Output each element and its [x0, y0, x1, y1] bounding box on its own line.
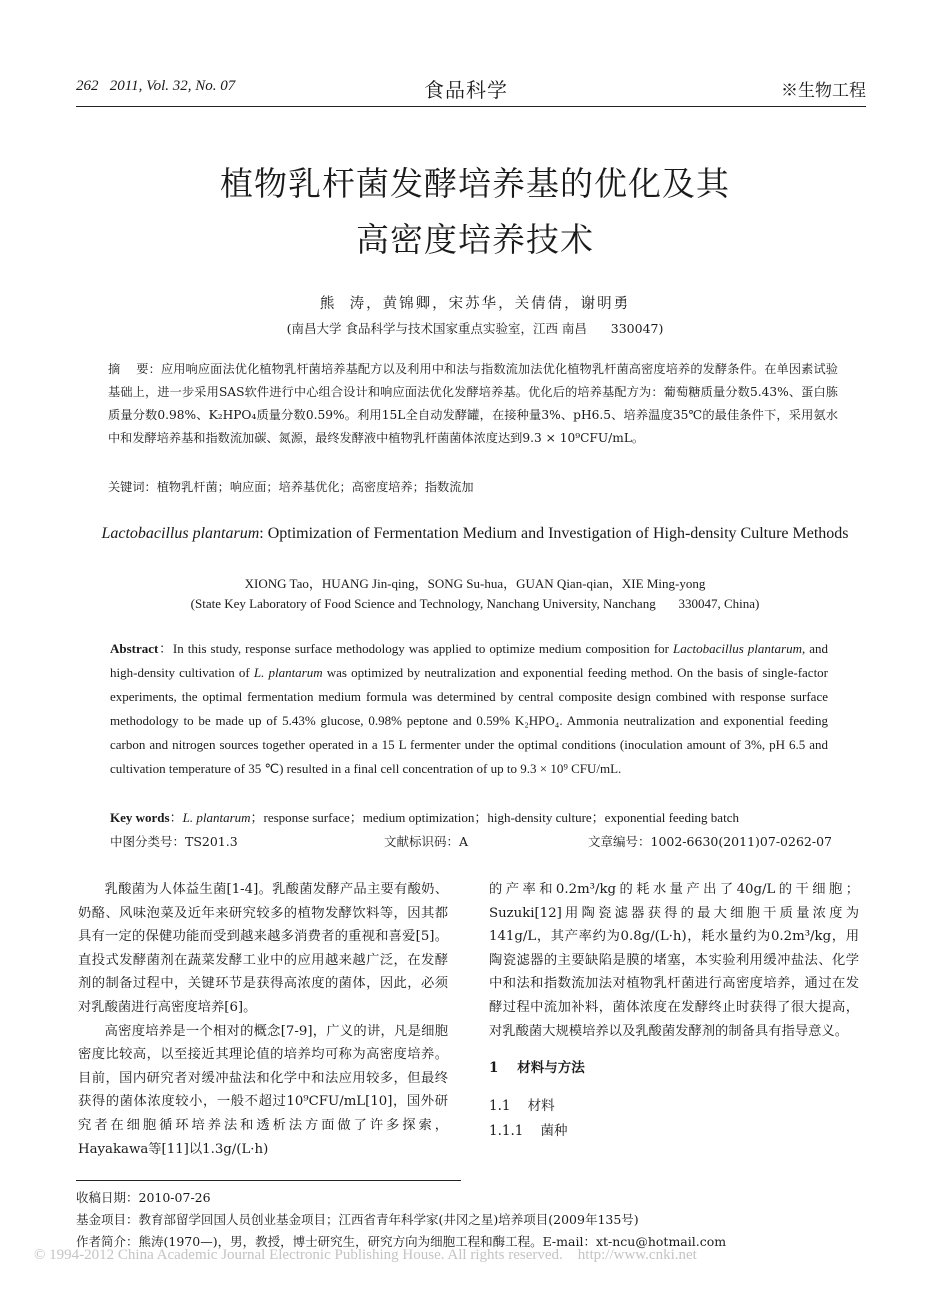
document-code: 文献标识码：A	[384, 834, 469, 849]
abstract-en-label: Abstract	[110, 641, 159, 656]
english-title	[0, 525, 950, 543]
intro-paragraph-3: 的产率和0.2m³/kg的耗水量产出了40g/L的干细胞；Suzuki[12]用陶瓷滤器获得的最大细胞干质量浓度为141g/L，其产率约为0.8g/(L·h)，耗水量约为0.2m³/kg，用陶瓷滤器的主要缺陷是膜的堵塞，本实验利用缓冲盐法、化学中和法和指数流加法对植物乳杆菌进行高密度培养，通过在发酵过程中流加补料，菌体浓度在发酵终止时获得了很大提高，对乳酸菌大规模培养以及乳酸菌发酵剂的制备具有指导意义。	[489, 882, 859, 1039]
section-heading-1: 1 材料与方法	[489, 1060, 585, 1077]
english-title-rest: : Optimization of Fermentation Medium and Investigation of High-density Culture Methods	[259, 525, 849, 542]
abstract-en-text-1: ：In this study, response surface methodology was applied to optimize medium composition for	[158, 641, 673, 656]
paper-title-line2: 高密度培养技术	[356, 220, 594, 259]
body-column-left	[78, 878, 448, 1161]
footnote-fund: 基金项目：教育部留学回国人员创业基金项目；江西省青年科学家(井冈之星)培养项目(2009年135号)	[76, 1212, 639, 1227]
keywords-cn	[108, 478, 838, 495]
abstract-en-text-2: , and high-density cultivation of	[110, 641, 828, 680]
abstract-en-species-2: L. plantarum	[253, 665, 323, 680]
abstract-cn-label: 摘 要：	[108, 362, 161, 376]
footnote-author: 作者简介：熊涛(1970—)，男，教授，博士研究生，研究方向为细胞工程和酶工程。E-mail：xt-ncu@hotmail.com	[76, 1234, 727, 1249]
affiliation: (南昌大学 食品科学与技术国家重点实验室，江西 南昌 330047)	[286, 321, 664, 336]
intro-paragraph-2: 高密度培养是一个相对的概念[7-9]，广义的讲，凡是细胞密度比较高，以至接近其理论值的培养均可称为高密度培养。目前，国内研究者对缓冲盐法和化学中和法应用较多，但最终获得的菌体浓度较小，一般不超过10⁹CFU/mL[10]，国外研究者在细胞循环培养法和透析法方面做了许多探索，Hayakawa等[11]以1.3g/(L·h)	[78, 1023, 448, 1157]
section-heading-1-1: 1.1 材料	[489, 1097, 555, 1114]
footnote-divider	[76, 1180, 461, 1181]
journal-name: 食品科学	[424, 78, 508, 102]
running-header	[76, 76, 866, 107]
keywords-cn-text: 植物乳杆菌；响应面；培养基优化；高密度培养；指数流加	[156, 480, 474, 494]
english-affiliation: (State Key Laboratory of Food Science and Technology, Nanchang University, Nanchang 330047, China)	[190, 596, 760, 611]
abstract-en	[110, 637, 828, 781]
abstract-cn-text: 应用响应面法优化植物乳杆菌培养基配方以及利用中和法与指数流加法优化植物乳杆菌高密度培养的发酵条件。在单因素试验基础上，进一步采用SAS软件进行中心组合设计和响应面法优化发酵培养基。优化后的培养基配方为：葡萄糖质量分数5.43%、蛋白胨质量分数0.98%、K₂HPO₄质量分数0.59%。利用15L全自动发酵罐，在接种量3%、pH6.5、培养温度35℃的最佳条件下，采用氨水中和发酵培养基和指数流加碳、氮源，最终发酵液中植物乳杆菌菌体浓度达到9.3 × 10⁹CFU/mL。	[108, 362, 838, 445]
keywords-en-species: L. plantarum	[182, 810, 251, 825]
article-number: 文章编号：1002-6630(2011)07-0262-07	[588, 834, 832, 849]
abstract-en-species-1: Lactobacillus plantarum	[673, 641, 802, 656]
footnote-received: 收稿日期：2010-07-26	[76, 1190, 211, 1205]
intro-paragraph-1: 乳酸菌为人体益生菌[1-4]。乳酸菌发酵产品主要有酸奶、奶酪、风味泡菜及近年来研究较多的植物发酵饮料等，因其都具有一定的保健功能而受到越来越多消费者的重视和喜爱[5]。直投式发酵菌剂在蔬菜发酵工业中的应用越来越广泛，在发酵剂的制备过程中，关键环节是获得高浓度的菌体，因此，必须对乳酸菌进行高密度培养[6]。	[78, 882, 448, 1015]
author-list: 熊 涛，黄锦卿，宋苏华，关倩倩，谢明勇	[319, 296, 631, 312]
clc-number: 中图分类号：TS201.3	[110, 834, 238, 849]
abstract-cn	[108, 358, 838, 450]
page-volume-info: 262 2011, Vol. 32, No. 07	[76, 78, 236, 94]
keywords-en: Key words：L. plantarum；response surface；medium optimization；high-density culture；exponential feeding batch	[110, 810, 739, 825]
english-title-species: Lactobacillus plantarum	[101, 525, 260, 542]
body-column-right	[489, 878, 859, 1144]
keywords-en-rest: ；response surface；medium optimization；high-density culture；exponential feeding batch	[250, 810, 739, 825]
english-authors: XIONG Tao，HUANG Jin-qing，SONG Su-hua，GUAN Qian-qian，XIE Ming-yong	[244, 576, 706, 591]
section-heading-1-1-1: 1.1.1 菌种	[489, 1123, 568, 1140]
abstract-en-text-3: was optimized by neutralization and exponential feeding method. On the basis of single-factor experiments, the optimal fermentation medium formula was determined by central composite design combined with response surface methodology to be made up of 5.43% glucose, 0.98% peptone and 0.59% K₂HPO₄. Ammonia neutralization and exponential feeding carbon and nitrogen sources together operated in a 15 L fermenter under the optimal conditions (inoculation amount of 3%, pH 6.5 and cultivation temperature of 35 ℃) resulted in a final cell concentration of up to 9.3 × 10⁹ CFU/mL.	[110, 665, 829, 776]
paper-title-line1: 植物乳杆菌发酵培养基的优化及其	[220, 164, 730, 203]
keywords-en-label: Key words	[110, 810, 170, 825]
copyright-watermark: © 1994-2012 China Academic Journal Electronic Publishing House. All rights reserved. http://www.cnki.net	[34, 1247, 697, 1263]
keywords-cn-label: 关键词：	[108, 480, 157, 494]
section-label: ※生物工程	[781, 81, 866, 101]
